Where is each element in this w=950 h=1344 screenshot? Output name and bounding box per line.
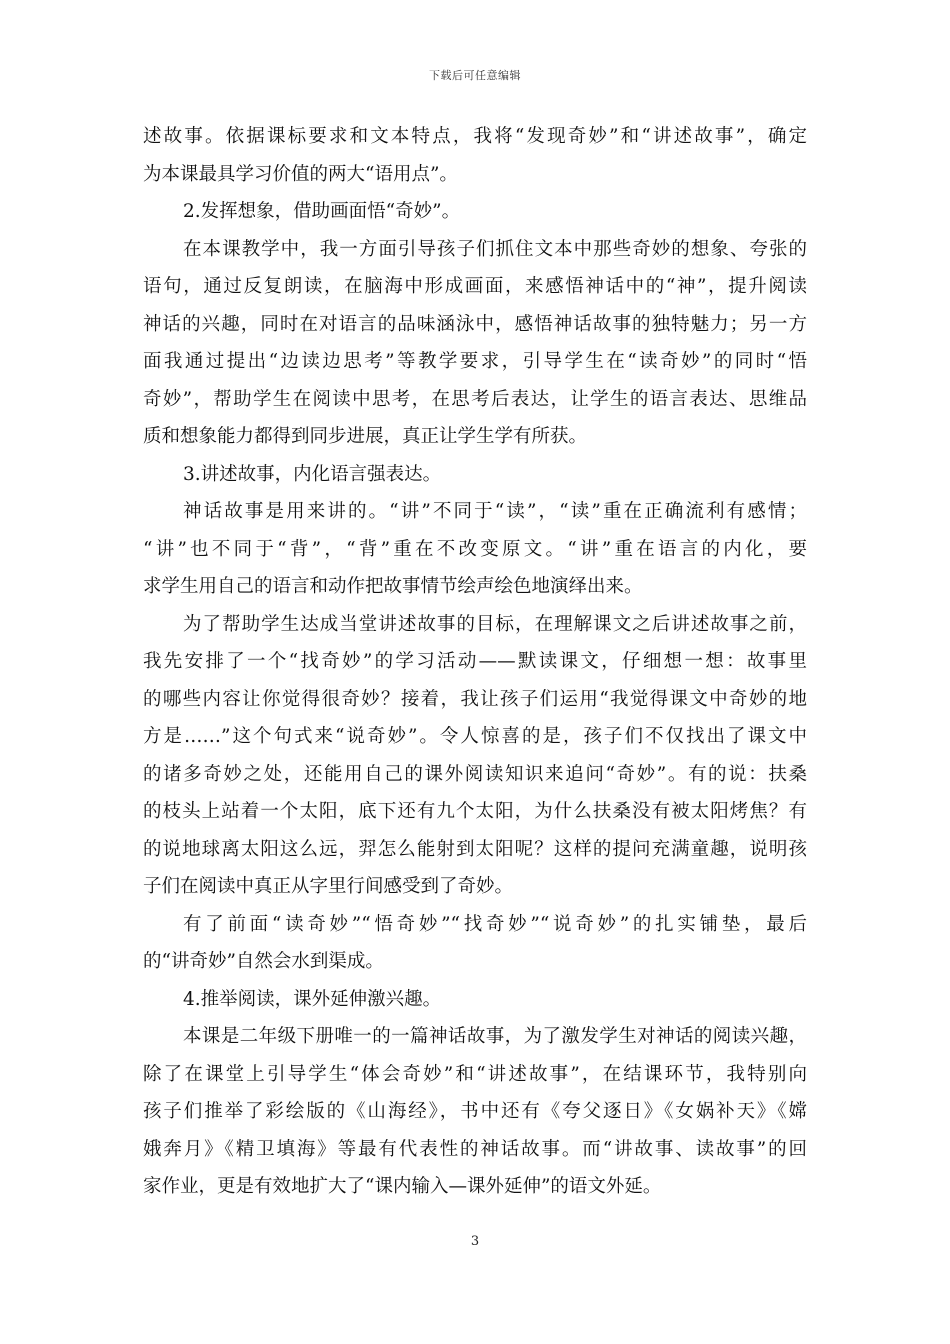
text-line: 述故事。依据课标要求和文本特点，我将“发现奇妙”和“讲述故事”，确定 (143, 126, 807, 147)
text-line: 的“讲奇妙”自然会水到渠成。 (143, 951, 384, 972)
text-line: 求学生用自己的语言和动作把故事情节绘声绘色地演绎出来。 (143, 576, 643, 597)
text-line: 为本课最具学习价值的两大“语用点”。 (143, 163, 458, 185)
text-line: 的哪些内容让你觉得很奇妙？接着，我让孩子们运用“我觉得课文中奇妙的地 (143, 688, 807, 710)
text-line: 面我通过提出“边读边思考”等教学要求，引导学生在“读奇妙”的同时“悟 (143, 351, 807, 372)
text-line: 家作业，更是有效地扩大了“课内输入—课外延伸”的语文外延。 (143, 1176, 662, 1197)
text-line: 方是……”这个句式来“说奇妙”。令人惊喜的是，孩子们不仅找出了课文中 (143, 726, 807, 747)
text-line: 4.推举阅读，课外延伸激兴趣。 (183, 988, 442, 1010)
text-line: 质和想象能力都得到同步进展，真正让学生学有所获。 (143, 426, 588, 447)
text-line: 的枝头上站着一个太阳，底下还有九个太阳，为什么扶桑没有被太阳烤焦？有 (143, 801, 807, 822)
text-line: 孩子们推举了彩绘版的《山海经》，书中还有《夸父逐日》《女娲补天》《嫦 (143, 1101, 807, 1122)
text-line: 奇妙”，帮助学生在阅读中思考，在思考后表达，让学生的语言表达、思维品 (143, 388, 807, 410)
text-line: 2.发挥想象，借助画面悟“奇妙”。 (183, 201, 461, 222)
text-line: “讲”也不同于“背”，“背”重在不改变原文。“讲”重在语言的内化，要 (143, 538, 807, 560)
text-line: 3.讲述故事，内化语言强表达。 (183, 463, 442, 485)
text-line: 有了前面“读奇妙”“悟奇妙”“找奇妙”“说奇妙”的扎实铺垫，最后 (183, 913, 807, 935)
text-line: 除了在课堂上引导学生“体会奇妙”和“讲述故事”，在结课环节，我特别向 (143, 1063, 807, 1085)
document-body (143, 118, 807, 1206)
text-line: 我先安排了一个“找奇妙”的学习活动——默读课文，仔细想一想：故事里 (143, 651, 807, 672)
text-line: 的说地球离太阳这么远，羿怎么能射到太阳呢？这样的提问充满童趣，说明孩 (143, 838, 807, 860)
text-line: 为了帮助学生达成当堂讲述故事的目标，在理解课文之后讲述故事之前， (183, 613, 807, 635)
text-line: 娥奔月》《精卫填海》等最有代表性的神话故事。而“讲故事、读故事”的回 (143, 1138, 807, 1160)
page-number: 3 (470, 1234, 480, 1249)
text-line: 本课是二年级下册唯一的一篇神话故事，为了激发学生对神话的阅读兴趣， (183, 1026, 807, 1047)
text-line: 神话故事是用来讲的。“讲”不同于“读”，“读”重在正确流利有感情； (183, 501, 807, 522)
text-line: 语句，通过反复朗读，在脑海中形成画面，来感悟神话中的“神”，提升阅读 (143, 276, 807, 297)
page-header: 下载后可任意编辑 (429, 69, 521, 82)
text-line: 在本课教学中，我一方面引导孩子们抓住文本中那些奇妙的想象、夸张的 (183, 238, 807, 260)
text-line: 的诸多奇妙之处，还能用自己的课外阅读知识来追问“奇妙”。有的说：扶桑 (143, 763, 807, 785)
text-line: 神话的兴趣，同时在对语言的品味涵泳中，感悟神话故事的独特魅力；另一方 (143, 313, 807, 335)
text-line: 子们在阅读中真正从字里行间感受到了奇妙。 (143, 876, 514, 897)
